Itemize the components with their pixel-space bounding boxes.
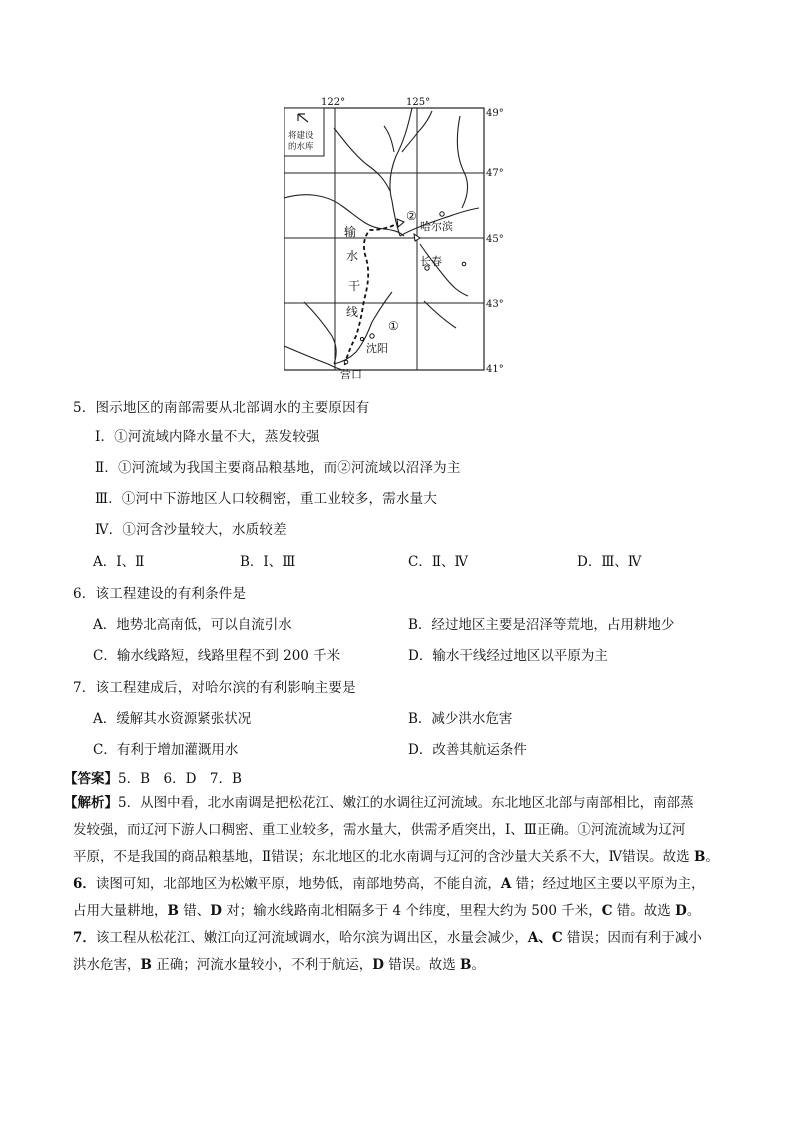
- marker-one: ①: [388, 319, 399, 333]
- analysis-label: 【解析】: [64, 795, 118, 811]
- analysis-text: 、: [538, 930, 552, 946]
- analysis-text: 。: [705, 849, 719, 865]
- river-southeast: [424, 301, 456, 328]
- q5-item-4: Ⅳ．①河含沙量较大，水质较差: [95, 522, 287, 538]
- analysis-answer-letter: C: [601, 903, 613, 919]
- analysis-text: 正确；河流水量较小，不利于航运，: [151, 957, 373, 973]
- harbin-dot: [440, 212, 444, 216]
- city-changchun: 长春: [420, 255, 442, 268]
- q7-option-d: D．改善其航运条件: [408, 742, 527, 758]
- answer-text: 5．B 6．D 7．B: [118, 771, 242, 787]
- nen-tributary-north: [384, 126, 394, 152]
- q5-option-c: C．Ⅱ、Ⅳ: [408, 554, 468, 570]
- lat-label-43: 43°: [486, 299, 504, 310]
- analysis-p5-line3: [73, 844, 719, 870]
- marker-two: ②: [406, 209, 417, 223]
- analysis-answer-letter: B: [140, 957, 152, 973]
- canal-label-char: 输: [344, 225, 357, 239]
- analysis-p7-line1: [73, 925, 702, 951]
- lat-label-45: 45°: [486, 234, 504, 245]
- town-dot: [462, 262, 466, 266]
- analysis-answer-letter: B: [693, 849, 706, 865]
- analysis-p5-line2: 发较强，而辽河下游人口稠密、重工业较多，需水量大，供需矛盾突出，Ⅰ、Ⅲ正确。①河流流域为辽河: [73, 822, 686, 838]
- analysis-answer-letter: D: [675, 903, 687, 919]
- q6-option-b: B．经过地区主要是沼泽等荒地，占用耕地少: [408, 617, 675, 633]
- analysis-text: 错误；因而有利于减小: [562, 930, 702, 946]
- q7-stem: 7．该工程建成后，对哈尔滨的有利影响主要是: [73, 680, 356, 696]
- lat-label-41: 41°: [486, 364, 504, 375]
- analysis-text: 错、: [178, 903, 211, 919]
- q6-option-d: D．输水干线经过地区以平原为主: [408, 648, 608, 664]
- city-yingkou: 营口: [340, 368, 362, 381]
- canal-label-char: 线: [346, 305, 359, 319]
- canal-label-char: 水: [346, 249, 359, 263]
- q6-stem: 6．该工程建设的有利条件是: [73, 586, 247, 602]
- nen-tributary-west: [334, 128, 390, 191]
- q5-item-3: Ⅲ．①河中下游地区人口较稠密，重工业较多，需水量大: [95, 491, 438, 507]
- lon-label-125: 125°: [406, 97, 431, 108]
- city-harbin: 哈尔滨: [420, 220, 453, 233]
- analysis-text: 5．从图中看，北水南调是把松花江、嫩江的水调往辽河流域。东北地区北部与南部相比，南部蒸: [118, 795, 694, 811]
- analysis-p6-line1: [73, 871, 705, 897]
- analysis-text: 错；经过地区主要以平原为主，: [511, 876, 705, 892]
- analysis-answer-letter: B: [460, 957, 472, 973]
- analysis-answer-letter: A: [527, 930, 539, 946]
- q7-option-b: B．减少洪水危害: [408, 711, 513, 727]
- q7-option-c: C．有利于增加灌溉用水: [93, 742, 239, 758]
- town-dot: [360, 337, 363, 340]
- analysis-text: 。: [686, 903, 701, 919]
- liao-tributary-west: [304, 302, 336, 364]
- river-east: [457, 116, 467, 208]
- q5-item-2: Ⅱ．①河流域为我国主要商品粮基地，而②河流域以沼泽为主: [95, 460, 461, 476]
- q5-option-b: B．Ⅰ、Ⅲ: [240, 554, 296, 570]
- analysis-text: 占用大量耕地，: [73, 903, 168, 919]
- q5-stem: 5．图示地区的南部需要从北部调水的主要原因有: [73, 400, 370, 416]
- analysis-text: 该工程从松花江、嫩江向辽河流域调水，哈尔滨为调出区，水量会减少，: [95, 930, 528, 946]
- canal-label-char: 干: [348, 279, 361, 293]
- answer-line: [64, 767, 242, 787]
- q5-item-1: Ⅰ．①河流域内降水量不大，蒸发较强: [95, 429, 320, 445]
- q5-option-a: A．Ⅰ、Ⅱ: [93, 554, 145, 570]
- analysis-text: 错。故选: [612, 903, 676, 919]
- q5-option-d: D．Ⅲ、Ⅳ: [577, 554, 642, 570]
- map-figure: [284, 96, 514, 381]
- analysis-answer-letter: C: [551, 930, 563, 946]
- analysis-text: 洪水危害，: [73, 957, 141, 973]
- analysis-answer-letter: D: [210, 903, 222, 919]
- analysis-text: 。: [471, 957, 485, 973]
- analysis-answer-letter: B: [167, 903, 179, 919]
- yingkou-dot: [344, 360, 348, 364]
- q6-option-a: A．地势北高南低，可以自流引水: [93, 617, 292, 633]
- analysis-p5-line1: [64, 790, 694, 816]
- analysis-p7-line2: [73, 952, 485, 978]
- analysis-text: 读图可知，北部地区为松嫩平原，地势低，南部地势高，不能自流，: [95, 876, 501, 892]
- lat-label-47: 47°: [486, 168, 504, 179]
- analysis-number: 7．: [73, 930, 96, 946]
- legend-text-line2: 的水库: [288, 142, 314, 152]
- analysis-p6-line2: [73, 898, 700, 924]
- answer-label: 【答案】: [64, 771, 118, 787]
- analysis-answer-letter: D: [372, 957, 384, 973]
- lat-label-49: 49°: [486, 108, 504, 119]
- legend-text-line1: 将建设: [288, 131, 314, 141]
- reservoir-icon: [397, 219, 404, 227]
- analysis-text: 平原，不是我国的商品粮基地，Ⅱ错误；东北地区的北水南调与辽河的含沙量大关系不大，Ⅳ错误。故选: [73, 849, 694, 865]
- q7-option-a: A．缓解其水资源紧张状况: [93, 711, 252, 727]
- q6-option-c: C．输水线路短，线路里程不到 200 千米: [93, 648, 341, 664]
- shenyang-dot: [370, 334, 374, 338]
- analysis-text: 错误。故选: [383, 957, 461, 973]
- lon-label-122: 122°: [321, 97, 346, 108]
- analysis-number: 6．: [73, 876, 96, 892]
- analysis-text: 对；输水线路南北相隔多于 4 个纬度，里程大约为 500 千米，: [221, 903, 602, 919]
- analysis-answer-letter: A: [500, 876, 512, 892]
- city-shenyang: 沈阳: [366, 342, 388, 355]
